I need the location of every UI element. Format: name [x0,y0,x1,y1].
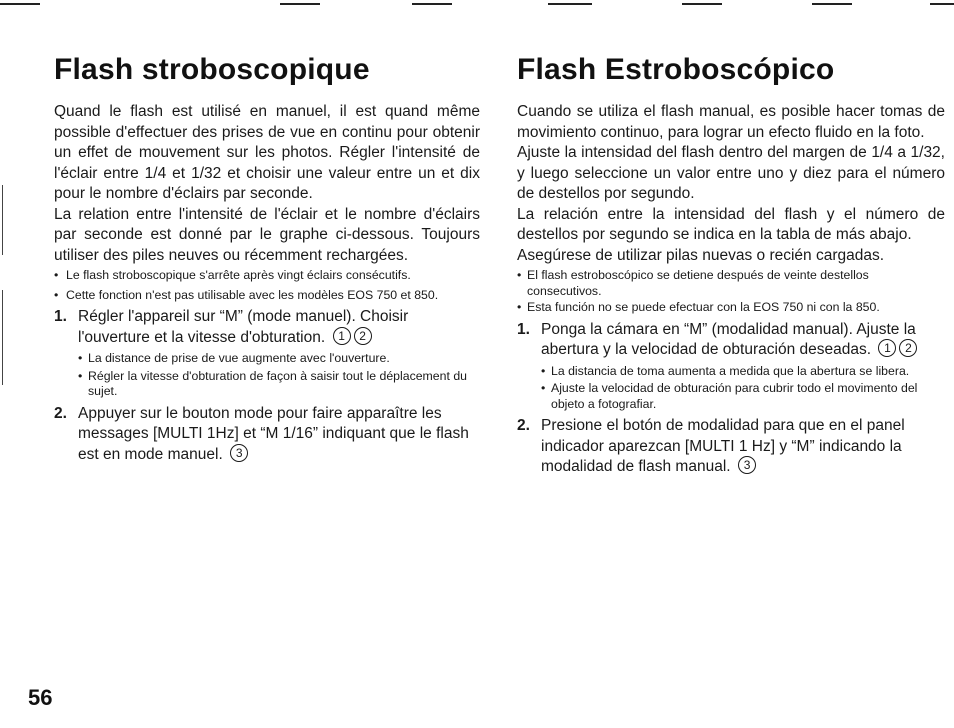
page-number: 56 [28,685,53,710]
french-subnote: • La distance de prise de vue augmente avec l'ouverture. [78,351,480,367]
step-number: 1. [517,320,530,338]
top-edge-line [930,3,954,5]
french-title: Flash stroboscopique [54,53,370,86]
top-edge-line [548,3,592,5]
step-number: 1. [54,308,67,325]
spanish-step-subnotes [541,364,945,413]
spanish-paragraph: Cuando se utiliza el flash manual, es posible hacer tomas de movimiento continuo, para lograr un efecto fluido en la foto. [517,103,945,141]
step-text: Appuyer sur le bouton mode pour faire apparaître les messages [MULTI 1Hz] et “M 1/16” indiquant que le flash est en mode manuel. [78,404,469,463]
step-text: Ponga la cámara en “M” (modalidad manual). Ajuste la abertura y la velocidad de obturación deseadas. [541,320,916,358]
spanish-note: • Esta función no se puede efectuar con la EOS 750 ni con la 850. [517,300,945,316]
circled-number-ref: 3 [230,444,248,462]
spanish-note: • El flash estroboscópico se detiene después de veinte destellos consecutivos. [517,268,945,299]
circled-number-ref: 1 [333,327,351,345]
spanish-subnote: • La distancia de toma aumenta a medida que la abertura se libera. [541,364,945,380]
step-number: 2. [517,417,530,434]
french-note: • Cette fonction n'est pas utilisable avec les modèles EOS 750 et 850. [54,288,480,304]
step-text: Presione el botón de modalidad para que en el panel indicador aparezcan [MULTI 1 Hz] y “M” indicando la modalidad de flash manual. [541,417,905,475]
circled-number-ref: 3 [738,456,756,474]
spanish-paragraph: La relación entre la intensidad del flash y el número de destellos por segundo se indica en la tabla de más abajo. [517,205,945,243]
spanish-step [517,416,945,478]
circled-number-ref: 2 [899,339,917,357]
french-step-subnotes [78,351,480,400]
french-paragraph: Quand le flash est utilisé en manuel, il est quand même possible d'effectuer des prises de vue en continu pour obtenir un effet de mouvement sur les photos. Régler l'intensité de l'éclair entre 1/4 et 1/32 et choisir une valeur entre un et dix pour le nombre d'éclairs par seconde. [54,103,480,202]
spanish-steps [517,320,945,478]
step-number: 2. [54,404,67,422]
spanish-step [517,320,945,413]
circled-number-ref: 2 [354,327,372,345]
french-note: • Le flash stroboscopique s'arrête après vingt éclairs consécutifs. [54,268,480,284]
binding-edge-line [2,185,3,255]
french-step [54,307,480,400]
top-edge-line [682,3,722,5]
top-edge-line [0,3,40,5]
french-steps [54,307,480,465]
spanish-notes [517,268,945,316]
step-text: Régler l'appareil sur “M” (mode manuel). Choisir l'ouverture et la vitesse d'obturation. [78,308,409,346]
french-step [54,404,480,466]
circled-number-ref: 1 [878,339,896,357]
spanish-title: Flash Estroboscópico [517,53,835,86]
spanish-paragraph: Ajuste la intensidad del flash dentro del margen de 1/4 a 1/32, y luego seleccione un valor entre uno y diez para el número de destellos por segundo. [517,144,945,202]
french-notes [54,268,480,303]
french-column [54,52,480,469]
top-edge-line [412,3,452,5]
spanish-column [517,52,945,482]
french-subnote: • Régler la vitesse d'obturation de façon à saisir tout le déplacement du sujet. [78,369,480,400]
top-edge-line [280,3,320,5]
binding-edge-line [2,290,3,385]
french-paragraph: La relation entre l'intensité de l'éclair et le nombre d'éclairs par seconde est donné par le graphe ci-dessous. Toujours utiliser des piles neuves ou récemment rechargées. [54,205,480,264]
spanish-subnote: • Ajuste la velocidad de obturación para cubrir todo el movimento del objeto a fotografiar. [541,381,945,412]
spanish-paragraph: Asegúrese de utilizar pilas nuevas o recién cargadas. [517,246,885,264]
top-edge-line [812,3,852,5]
